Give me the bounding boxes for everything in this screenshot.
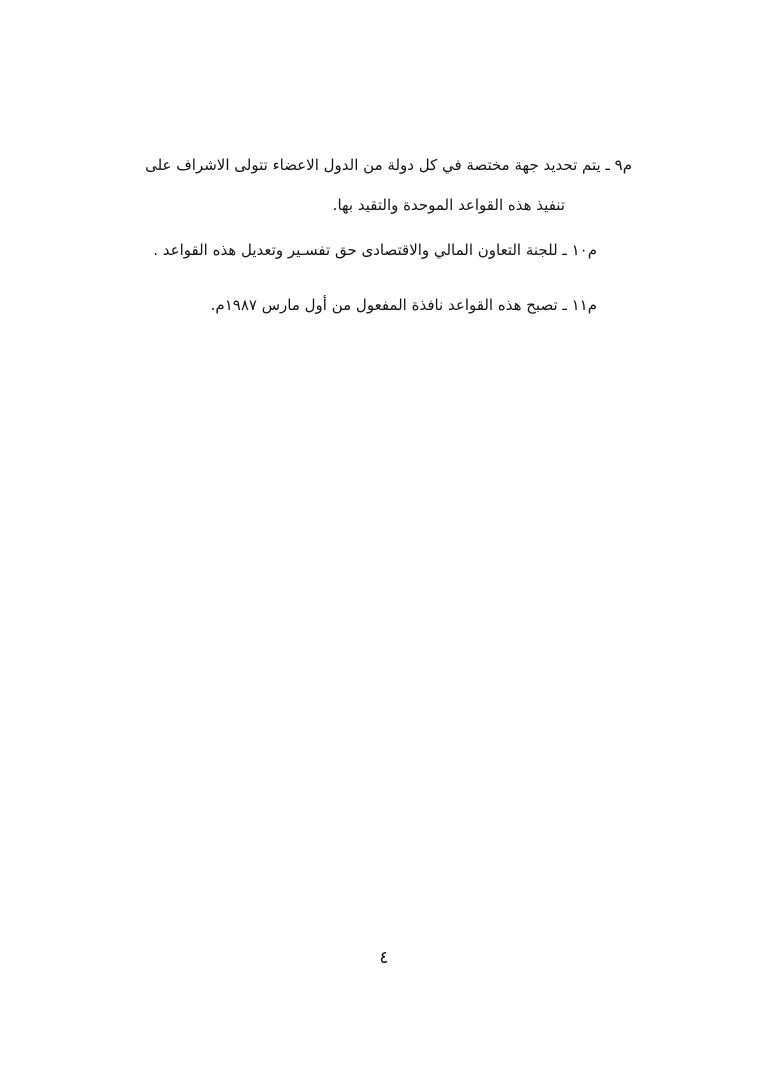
article-9-line-1: م٩ ـ يتم تحديد جهة مختصة في كل دولة من الدول الاعضاء تتولى الاشراف على [145, 156, 632, 174]
article-11-line-1: م١١ ـ تصبح هذه القواعد نافذة المفعول من أول مارس ١٩٨٧م. [210, 296, 597, 314]
article-9-line-2: تنفيذ هذه القواعد الموحدة والتقيد بها. [332, 196, 565, 214]
article-10-line-1: م١٠ ـ للجنة التعاون المالي والاقتصادى حق تفسـير وتعديل هذه القواعد . [153, 241, 597, 259]
page-number: ٤ [379, 948, 389, 968]
